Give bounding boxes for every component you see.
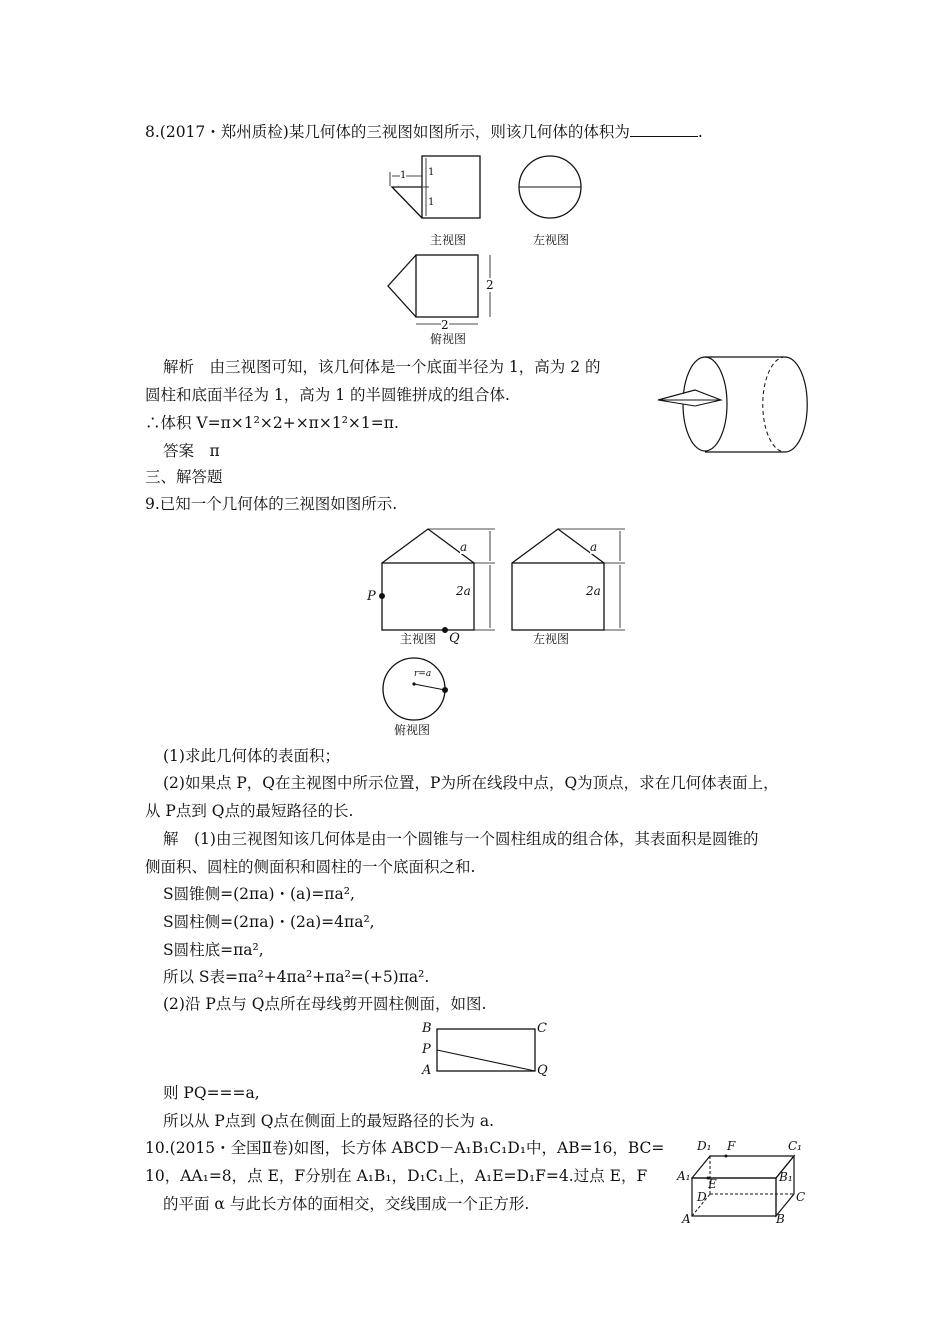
q9-front-view [355,525,505,635]
q8-solution-2: 圆柱和底面半径为 1，高为 1 的半圆锥拼成的组合体. [145,386,510,404]
cuboid-label-A: A [682,1212,691,1226]
q9-left-caption: 左视图 [533,632,570,646]
q10-cuboid [680,1148,810,1228]
q9-left-dim-a: a [590,540,598,554]
q9-label-Q: Q [449,631,460,646]
q10-line-3: 的平面 α 与此长方体的面相交，交线围成一个正方形. [163,1195,530,1213]
q8-solid-figure [655,352,815,462]
rect-label-P: P [422,1042,431,1057]
cuboid-label-B: B [776,1212,785,1226]
q9-front-dim-2a: 2a [456,584,471,598]
q9-part-2b: 从 P点到 Q点的最短路径的长. [145,802,354,820]
q8-top-caption: 俯视图 [430,332,467,346]
q9-front-dim-a: a [460,540,468,554]
q8-dim-1c: 1 [428,197,435,208]
q9-solution-5: 所以 S表=πa²+4πa²+πa²=(+5)πa². [163,968,430,986]
q9-solution-1b: 侧面积、圆柱的侧面积和圆柱的一个底面积之和. [145,858,476,876]
q8-dim-2h: 2 [441,318,449,332]
rect-label-B: B [422,1021,432,1036]
answer-blank[interactable] [630,122,698,137]
cuboid-label-D: D [697,1190,707,1204]
q9-top-view [380,655,460,725]
rect-label-Q: Q [537,1063,548,1078]
q9-top-caption: 俯视图 [394,723,431,737]
q10-line-1: 10.(2015・全国Ⅱ卷)如图，长方体 ABCD－A₁B₁C₁D₁中，AB=16，BC= [145,1139,665,1157]
q8-stem-text: 8.(2017・郑州质检)某几何体的三视图如图所示，则该几何体的体积为 [145,123,630,141]
cuboid-label-A1: A₁ [677,1169,691,1183]
q8-dim-1b: 1 [428,167,435,178]
rect-label-A: A [422,1063,432,1078]
cuboid-label-C1: C₁ [788,1139,802,1153]
q8-dim-1: 1 [400,170,407,181]
cuboid-label-C: C [796,1190,806,1204]
q8-front-caption: 主视图 [430,233,467,247]
q8-solution-1: 解析 由三视图可知，该几何体是一个底面半径为 1，高为 2 的 [163,358,601,376]
q9-label-P: P [367,589,376,604]
q9-left-view [485,525,635,635]
q8-solution-3: ∴体积 V=π×1²×2+×π×1²×1=π. [145,414,399,432]
q8-answer: 答案 π [163,442,220,460]
cuboid-label-D1: D₁ [697,1139,712,1153]
q8-front-view [380,150,490,225]
q9-left-dim-2a: 2a [586,584,601,598]
q8-left-caption: 左视图 [533,233,570,247]
cuboid-label-F: F [727,1139,736,1153]
cuboid-label-B1: B₁ [779,1170,793,1184]
q9-front-caption: 主视图 [400,632,437,646]
q9-solution-2: S圆锥侧=(2πa)・(a)=πa², [163,885,355,903]
q8-stem [145,122,703,142]
q9-unrolled-rect [430,1025,540,1075]
q9-solution-6: (2)沿 P点与 Q点所在母线剪开圆柱侧面，如图. [163,995,487,1013]
q9-solution-4: S圆柱底=πa², [163,941,264,959]
q9-solution-8: 所以从 P点到 Q点在侧面上的最短路径的长为 a. [163,1112,495,1130]
q9-solution-3: S圆柱侧=(2πa)・(2a)=4πa², [163,913,375,931]
q8-stem-end: . [697,123,703,141]
q9-radius-label: r=a [414,669,432,679]
q8-dim-2v: 2 [486,278,494,292]
section-title: 三、解答题 [145,468,223,486]
rect-label-C: C [537,1021,547,1036]
q10-line-2: 10，AA₁=8，点 E，F分别在 A₁B₁，D₁C₁上，A₁E=D₁F=4.过点 E，F [145,1167,648,1185]
cuboid-label-E: E [708,1177,717,1191]
q8-left-view [515,152,585,222]
q8-top-view [380,250,500,330]
q9-part-1: (1)求此几何体的表面积； [163,747,340,765]
q9-stem: 9.已知一个几何体的三视图如图所示. [145,495,398,513]
q9-part-2a: (2)如果点 P，Q在主视图中所示位置，P为所在线段中点，Q为顶点，求在几何体表面上， [163,774,779,792]
q9-solution-7: 则 PQ===a, [163,1084,260,1102]
q9-solution-1a: 解 (1)由三视图知该几何体是由一个圆锥与一个圆柱组成的组合体，其表面积是圆锥的 [163,830,759,848]
